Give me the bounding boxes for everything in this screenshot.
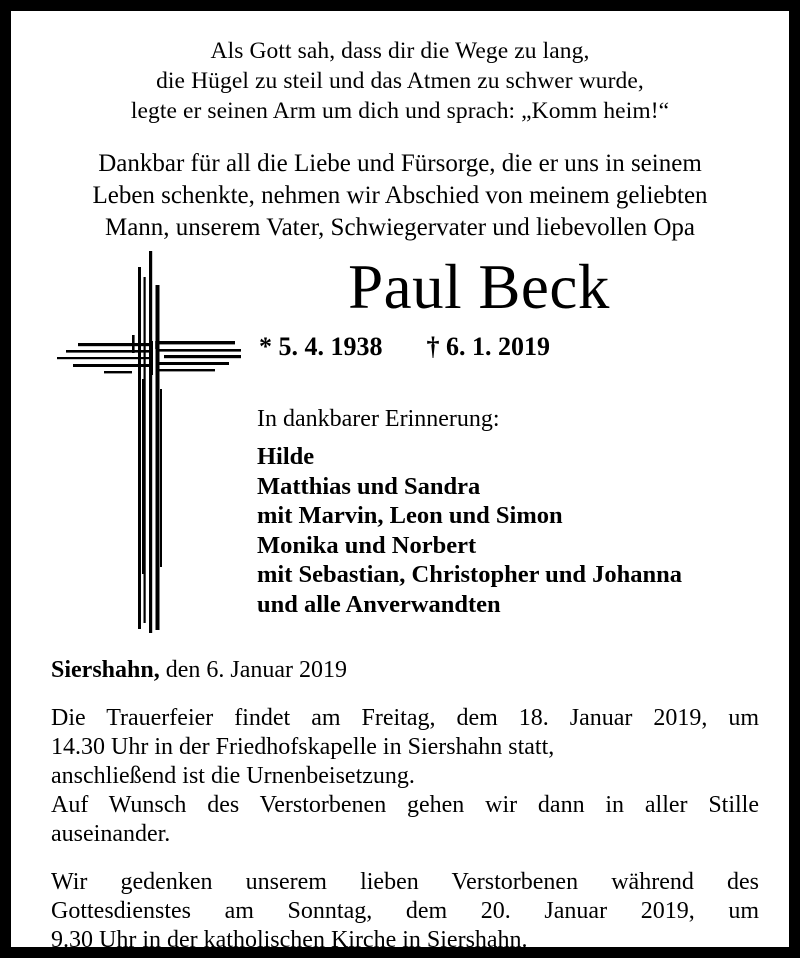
funeral-line: Auf Wunsch des Verstorbenen gehen wir dann in aller Stille: [51, 792, 759, 818]
dagger-icon: †: [426, 332, 440, 361]
dedication-line: Leben schenkte, nehmen wir Abschied von meinem geliebten: [92, 182, 708, 209]
death-date-value: 6. 1. 2019: [446, 332, 550, 361]
list-item: Matthias und Sandra: [257, 472, 481, 500]
notice-footer: [51, 655, 759, 955]
funeral-line: Die Trauerfeier findet am Freitag, dem 18. Januar 2019, um: [51, 705, 759, 731]
notice-date: den 6. Januar 2019: [159, 657, 347, 683]
dedication-line: Dankbar für all die Liebe und Fürsorge, die er uns in seinem: [98, 150, 702, 177]
birth-date-value: 5. 4. 1938: [278, 332, 383, 361]
mourners-list: [257, 442, 682, 619]
service-line: Gottesdienstes am Sonntag, dem 20. Januar 2019, um: [51, 898, 759, 924]
funeral-line: anschließend ist die Urnenbeisetzung.: [51, 763, 415, 789]
funeral-details: [51, 704, 759, 849]
verse-line: legte er seinen Arm um dich und sprach: „Komm heim!“: [130, 98, 670, 124]
dedication-line: Mann, unserem Vater, Schwiegervater und liebevollen Opa: [104, 214, 695, 241]
dedication-text: [11, 126, 789, 244]
service-line: Wir gedenken unserem lieben Verstorbenen während des: [51, 869, 759, 895]
list-item: mit Marvin, Leon und Simon: [257, 502, 563, 529]
funeral-line: 14.30 Uhr in der Friedhofskapelle in Siershahn statt,: [51, 734, 555, 760]
place-name: Siershahn,: [51, 657, 160, 683]
name-block: [249, 252, 779, 362]
birth-date: [259, 332, 383, 361]
cross-icon: [56, 249, 241, 644]
place-and-date: [51, 655, 759, 685]
birth-star-icon: *: [259, 332, 272, 361]
church-service-details: [51, 868, 759, 955]
memorial-verse: [11, 11, 789, 126]
list-item: Monika und Norbert: [257, 531, 477, 559]
deceased-name: Paul Beck: [348, 252, 610, 322]
list-item: Hilde: [257, 443, 315, 470]
notice-inner: [11, 11, 789, 953]
service-line: 9.30 Uhr in der katholischen Kirche in Siershahn.: [51, 927, 528, 953]
verse-line: die Hügel zu steil und das Atmen zu schwer wurde,: [156, 68, 644, 94]
funeral-line: auseinander.: [51, 821, 171, 847]
verse-line: Als Gott sah, dass dir die Wege zu lang,: [210, 38, 590, 64]
list-item: und alle Anverwandten: [257, 590, 501, 618]
death-date: [427, 332, 551, 361]
memory-label: In dankbarer Erinnerung:: [257, 406, 500, 432]
center-area: [11, 244, 789, 654]
list-item: mit Sebastian, Christopher und Johanna: [257, 561, 683, 588]
life-dates: [249, 332, 779, 362]
